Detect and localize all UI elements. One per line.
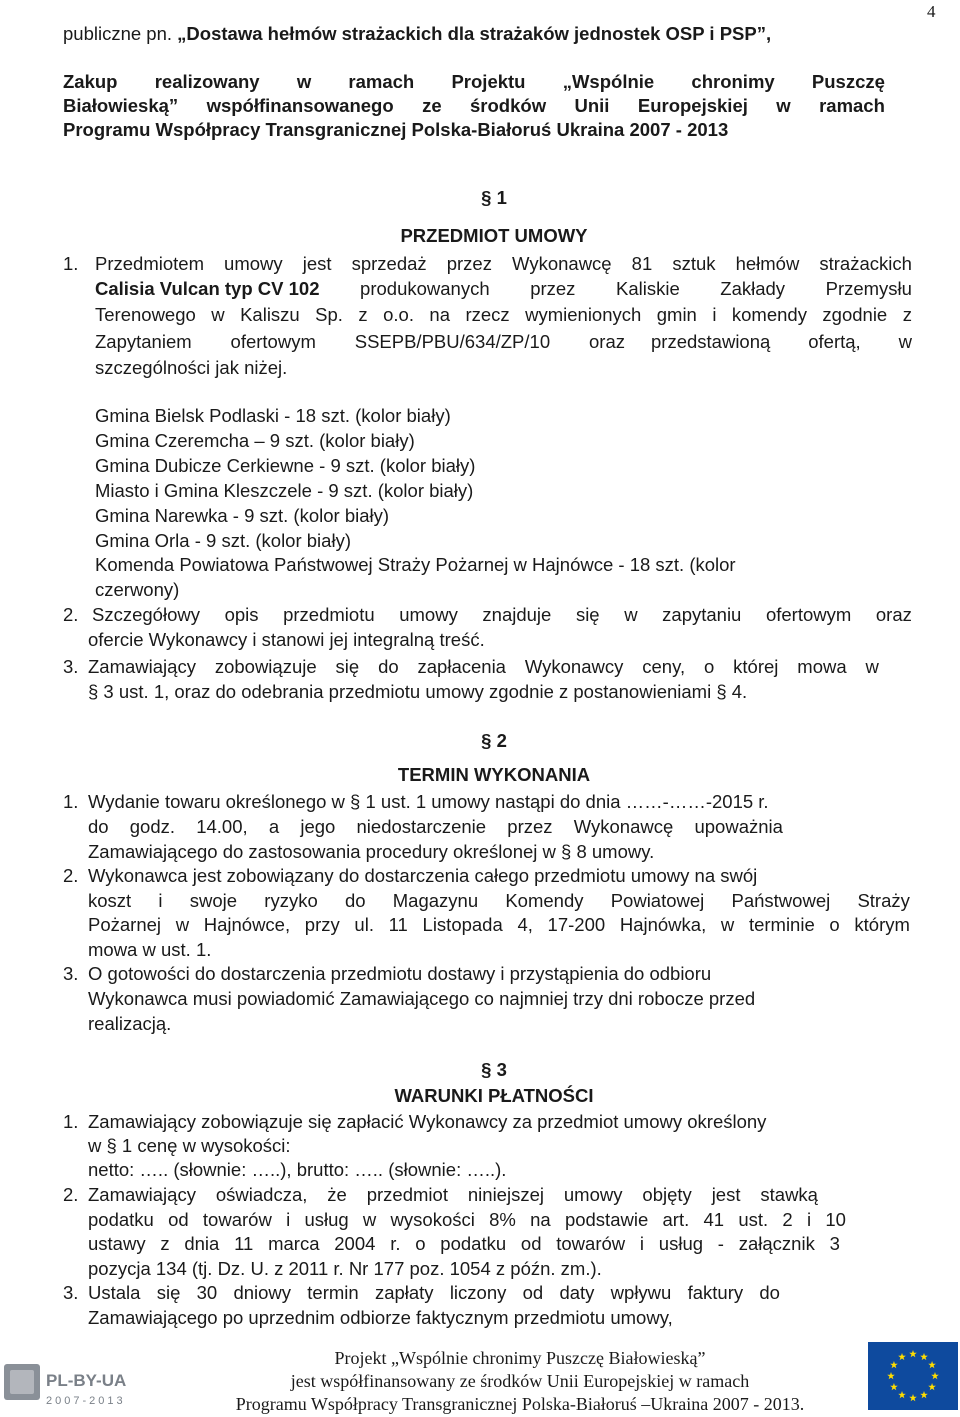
- header-line-3: [63, 94, 885, 118]
- word: sprzedaż: [351, 253, 427, 274]
- word: Terenowego: [95, 304, 196, 325]
- word: 30: [196, 1282, 218, 1303]
- s2-p2-line-1: Wykonawca jest zobowiązany do dostarczenia całego przedmiotu umowy na swój: [88, 865, 758, 886]
- word: jego: [300, 816, 336, 837]
- word: w: [720, 914, 735, 935]
- word: ul.: [354, 914, 374, 935]
- word: umowy: [563, 1184, 623, 1205]
- header-title: „Dostawa hełmów strażackich dla strażaków jednostek OSP i PSP”,: [177, 23, 772, 44]
- word: Państwowej: [731, 890, 831, 911]
- word: opis: [224, 604, 259, 625]
- s2-p1-line-3: Zamawiającego do zastosowania procedury określonej w § 8 umowy.: [88, 841, 655, 862]
- word: faktury: [687, 1282, 744, 1303]
- word: Przedmiotem: [95, 253, 204, 274]
- word: od: [522, 1282, 544, 1303]
- word: terminie: [748, 914, 815, 935]
- word: rzecz: [465, 304, 510, 325]
- word: daty: [559, 1282, 595, 1303]
- word: sztuk: [672, 253, 716, 274]
- word: Białowieską”: [63, 95, 179, 116]
- word: hełmów: [735, 253, 800, 274]
- word: komendy: [731, 304, 807, 325]
- word: 14.00,: [196, 816, 248, 837]
- word: w: [296, 71, 312, 92]
- word: w: [624, 604, 638, 625]
- eu-flag-icon: [868, 1342, 958, 1410]
- word: 2: [782, 1209, 793, 1230]
- word: na: [429, 304, 450, 325]
- word: liczony: [449, 1282, 507, 1303]
- s2-p1-line-1: Wydanie towaru określonego w § 1 ust. 1 umowy nastąpi do dnia ……-……-2015 r.: [88, 791, 769, 812]
- s1-p1-line-1: [95, 252, 912, 276]
- word: Powiatowej: [610, 890, 705, 911]
- s3-p2-num: 2.: [63, 1184, 79, 1205]
- word: strażackich: [819, 253, 912, 274]
- word: przedmiotu: [283, 604, 375, 625]
- word: podstawie: [564, 1209, 649, 1230]
- word: Komendy: [505, 890, 584, 911]
- word: ryzyko: [264, 890, 318, 911]
- s1-p3-line-1: [88, 655, 879, 679]
- word: o: [415, 1233, 426, 1254]
- s1-p1-line-4a: [95, 330, 625, 354]
- word: usług: [658, 1233, 704, 1254]
- s3-p2-line-4: pozycja 134 (tj. Dz. U. z 2011 r. Nr 177 poz. 1054 z późn. zm.).: [88, 1258, 602, 1279]
- word: w: [776, 95, 791, 116]
- word: Zamawiający: [88, 1184, 196, 1205]
- s3-p1-line-3: netto: ….. (słownie: …..), brutto: ….. (słownie: …..).: [88, 1159, 507, 1180]
- word: Kaliskie: [615, 278, 680, 299]
- word: Przemysłu: [825, 278, 912, 299]
- s2-p3-line-2: Wykonawca musi powiadomić Zamawiającego co najmniej trzy dni robocze przed: [88, 988, 756, 1009]
- s1-p1-num: 1.: [63, 253, 79, 274]
- s2-p3-line-1: O gotowości do dostarczenia przedmiotu dostawy i przystąpienia do odbioru: [88, 963, 712, 984]
- word: ofertowym: [230, 331, 316, 352]
- word: się: [335, 656, 360, 677]
- header-prefix: publiczne pn.: [63, 23, 178, 44]
- word: ust.: [738, 1209, 769, 1230]
- word: załącznik: [738, 1233, 815, 1254]
- word: koszt: [88, 890, 132, 911]
- word: Szczegółowy: [92, 604, 200, 625]
- word: przedstawioną: [651, 331, 771, 352]
- word: że: [327, 1184, 347, 1205]
- s1-p1-line-4b: [651, 330, 912, 354]
- word: na: [530, 1209, 551, 1230]
- word: współfinansowanego: [206, 95, 394, 116]
- s3-p1-line-1: Zamawiający zobowiązuje się zapłacić Wykonawcy za przedmiot umowy określony: [88, 1111, 767, 1132]
- word: od: [168, 1209, 189, 1230]
- word: 11: [388, 914, 408, 935]
- s2-p1-line-2: [88, 815, 783, 839]
- word: zapłacenia: [417, 656, 506, 677]
- word: przez: [530, 278, 576, 299]
- word: do: [88, 816, 109, 837]
- word: Kaliszu: [240, 304, 300, 325]
- gmina-list-item: Gmina Czeremcha – 9 szt. (kolor biały): [95, 430, 415, 451]
- gmina-list-item: Komenda Powiatowa Państwowej Straży Pożarnej w Hajnówce - 18 szt. (kolor: [95, 554, 736, 575]
- word: SSEPB/PBU/634/ZP/10: [354, 331, 551, 352]
- helmet-model: Calisia Vulcan typ CV 102: [95, 278, 320, 299]
- word: chronimy: [691, 71, 775, 92]
- word: mowa: [797, 656, 847, 677]
- word: ze: [422, 95, 442, 116]
- word: realizowany: [154, 71, 260, 92]
- word: 11: [234, 1233, 254, 1254]
- word: Hajnówka,: [619, 914, 707, 935]
- s2-p1-num: 1.: [63, 791, 79, 812]
- word: przedmiot: [366, 1184, 448, 1205]
- word: zapłaty: [374, 1282, 434, 1303]
- word: się: [156, 1282, 181, 1303]
- word: znajduje: [482, 604, 552, 625]
- word: się: [575, 604, 600, 625]
- s1-p2-num: 2.: [63, 604, 79, 625]
- word: ustawy: [88, 1233, 146, 1254]
- s3-p3-num: 3.: [63, 1282, 79, 1303]
- s3-p3-line-2: Zamawiającego po uprzednim odbiorze faktycznym przedmiotu umowy,: [88, 1307, 673, 1328]
- word: i: [158, 890, 163, 911]
- logo-text: PL-BY-UA: [46, 1371, 127, 1390]
- eu-flag-logo: [868, 1342, 958, 1410]
- pl-by-ua-logo: [2, 1360, 152, 1410]
- word: z: [358, 304, 368, 325]
- word: dniowy: [233, 1282, 292, 1303]
- word: 41: [703, 1209, 725, 1230]
- s1-p3-line-2: § 3 ust. 1, oraz do odebrania przedmiotu umowy zgodnie z postanowieniami § 4.: [88, 681, 748, 702]
- word: wpływu: [610, 1282, 672, 1303]
- word: Wykonawcę: [512, 253, 612, 274]
- gmina-list-item: czerwony): [95, 579, 180, 600]
- word: Hajnówce,: [203, 914, 291, 935]
- word: stawką: [760, 1184, 818, 1205]
- word: r.: [390, 1233, 401, 1254]
- word: ofertą,: [808, 331, 861, 352]
- section-1-title: PRZEDMIOT UMOWY: [400, 225, 588, 246]
- header-line-4: Programu Współpracy Transgranicznej Polska-Białoruś Ukraina 2007 - 2013: [63, 119, 729, 140]
- s3-p3-line-1: [88, 1281, 780, 1305]
- word: Listopada: [422, 914, 503, 935]
- word: Puszczę: [811, 71, 885, 92]
- word: 17-200: [547, 914, 606, 935]
- s1-p1-line-2: [95, 277, 912, 301]
- s2-p2-line-3: [88, 913, 910, 937]
- word: ramach: [819, 95, 885, 116]
- word: termin: [307, 1282, 359, 1303]
- word: podatku: [440, 1233, 507, 1254]
- word: oraz: [875, 604, 912, 625]
- gmina-list-item: Gmina Bielsk Podlaski - 18 szt. (kolor biały): [95, 405, 451, 426]
- word: której: [733, 656, 779, 677]
- word: do: [759, 1282, 780, 1303]
- word: oraz: [589, 331, 625, 352]
- footer-line-3: Programu Współpracy Transgranicznej Polska-Białoruś –Ukraina 2007 - 2013.: [235, 1394, 805, 1414]
- word: umowy: [224, 253, 283, 274]
- s2-p3-line-3: realizacją.: [88, 1013, 172, 1034]
- word: gmin: [656, 304, 697, 325]
- word: przez: [446, 253, 492, 274]
- word: przez: [507, 816, 553, 837]
- word: Zamawiający: [88, 656, 196, 677]
- word: w: [175, 914, 190, 935]
- word: „Wspólnie: [562, 71, 655, 92]
- gmina-list-item: Gmina Narewka - 9 szt. (kolor biały): [95, 505, 390, 526]
- word: i: [639, 1233, 645, 1254]
- word: Pożarnej: [88, 914, 162, 935]
- s3-p2-line-1: [88, 1183, 818, 1207]
- word: o: [829, 914, 840, 935]
- s2-p2-line-4: mowa w ust. 1.: [88, 939, 212, 960]
- s2-p2-num: 2.: [63, 865, 79, 886]
- word: z: [902, 304, 912, 325]
- section-2-number: § 2: [481, 730, 507, 751]
- word: jest: [302, 253, 332, 274]
- gmina-list-item: Miasto i Gmina Kleszczele - 9 szt. (kolor biały): [95, 480, 474, 501]
- word: zgodnie: [822, 304, 888, 325]
- word: produkowanych: [360, 278, 490, 299]
- pl-by-ua-logo-icon: [2, 1360, 152, 1410]
- word: upoważnia: [694, 816, 783, 837]
- s2-p3-num: 3.: [63, 963, 79, 984]
- word: a: [268, 816, 280, 837]
- s1-p2-line-1: [92, 603, 912, 627]
- word: ramach: [348, 71, 415, 92]
- s1-p1-line-3: [95, 303, 912, 327]
- word: w: [865, 656, 879, 677]
- gmina-list-item: Gmina Orla - 9 szt. (kolor biały): [95, 530, 351, 551]
- word: 3: [829, 1233, 840, 1254]
- word: podatku: [88, 1209, 154, 1230]
- word: Magazynu: [392, 890, 479, 911]
- word: z: [160, 1233, 170, 1254]
- word: art.: [662, 1209, 690, 1230]
- s1-p1-line-5: szczególności jak niżej.: [95, 357, 288, 378]
- word: do: [344, 890, 366, 911]
- s1-p2-line-2: ofercie Wykonawcy i stanowi jej integralną treść.: [88, 629, 485, 650]
- word: swoje: [189, 890, 238, 911]
- word: ceny,: [642, 656, 686, 677]
- word: oświadcza,: [215, 1184, 308, 1205]
- word: 8%: [489, 1209, 516, 1230]
- word: objęty: [642, 1184, 692, 1205]
- s3-p1-num: 1.: [63, 1111, 79, 1132]
- page-number: 4: [927, 2, 936, 21]
- word: dnia: [184, 1233, 220, 1254]
- word: Wykonawcy: [524, 656, 624, 677]
- header-line-2: [63, 70, 885, 94]
- section-2-title: TERMIN WYKONANIA: [397, 764, 591, 785]
- word: Projektu: [451, 71, 526, 92]
- s2-p2-line-2: [88, 889, 910, 913]
- word: towarów: [202, 1209, 272, 1230]
- s3-p2-line-2: [88, 1208, 846, 1232]
- word: i: [286, 1209, 291, 1230]
- word: którym: [854, 914, 910, 935]
- word: umowy: [399, 604, 458, 625]
- word: Zapytaniem: [95, 331, 192, 352]
- word: do: [378, 656, 399, 677]
- word: Unii: [574, 95, 610, 116]
- word: o: [703, 656, 715, 677]
- word: wysokości: [390, 1209, 475, 1230]
- s3-p1-line-2: w § 1 cenę w wysokości:: [88, 1135, 291, 1156]
- word: 2004: [334, 1233, 376, 1254]
- section-3-number: § 3: [481, 1059, 507, 1080]
- s3-p2-line-3: [88, 1232, 840, 1256]
- word: od: [520, 1233, 542, 1254]
- word: Straży: [857, 890, 910, 911]
- word: o.o.: [383, 304, 414, 325]
- word: zobowiązuje: [214, 656, 317, 677]
- word: i: [806, 1209, 812, 1230]
- word: niedostarczenie: [356, 816, 487, 837]
- word: Europejskiej: [637, 95, 748, 116]
- header-line-1: [63, 22, 883, 46]
- word: w: [362, 1209, 377, 1230]
- word: Zakup: [63, 71, 118, 92]
- word: godz.: [129, 816, 176, 837]
- section-3-title: WARUNKI PŁATNOŚCI: [394, 1085, 594, 1106]
- word: i: [712, 304, 717, 325]
- word: -: [717, 1233, 724, 1254]
- word: w: [898, 331, 912, 352]
- word: Zakłady: [720, 278, 786, 299]
- s1-p3-num: 3.: [63, 656, 79, 677]
- word: niniejszej: [467, 1184, 544, 1205]
- word: przy: [304, 914, 340, 935]
- footer-line-1: Projekt „Wspólnie chronimy Puszczę Białowieską”: [334, 1348, 706, 1368]
- word: 4,: [517, 914, 533, 935]
- word: Wykonawcę: [573, 816, 674, 837]
- word: Sp.: [315, 304, 343, 325]
- word: zapytaniu: [662, 604, 742, 625]
- word: wymienionych: [525, 304, 642, 325]
- word: Ustala: [88, 1282, 141, 1303]
- word: środków: [470, 95, 547, 116]
- word: 81: [631, 253, 653, 274]
- word: towarów: [556, 1233, 626, 1254]
- word: usług: [304, 1209, 349, 1230]
- word: jest: [711, 1184, 741, 1205]
- word: marca: [268, 1233, 320, 1254]
- footer-line-2: jest współfinansowany ze środków Unii Europejskiej w ramach: [290, 1371, 750, 1391]
- gmina-list-item: Gmina Dubicze Cerkiewne - 9 szt. (kolor biały): [95, 455, 476, 476]
- word: 10: [825, 1209, 846, 1230]
- logo-years: 2007-2013: [46, 1395, 126, 1407]
- word: w: [211, 304, 225, 325]
- section-1-number: § 1: [481, 187, 507, 208]
- word: ofertowym: [765, 604, 852, 625]
